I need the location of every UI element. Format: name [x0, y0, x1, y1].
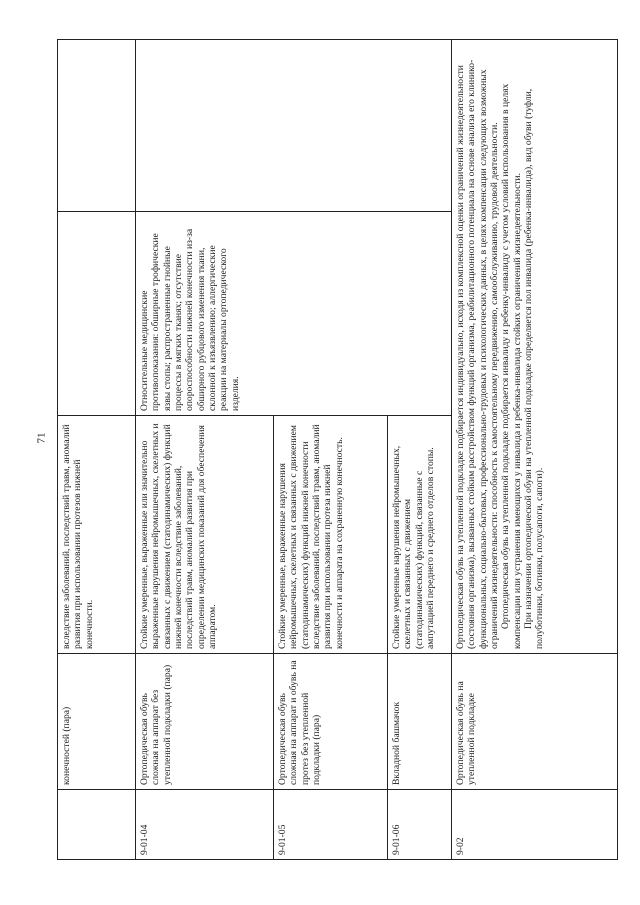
name-cell: Ортопедическая обувь на утепленной подкладке: [452, 654, 618, 790]
name-cell: Ортопедическая обувь сложная на аппарат и обувь на протез без утепленной подкладки (пара): [274, 654, 388, 790]
code-cell: 9-01-06: [388, 790, 452, 860]
code-cell: [58, 790, 136, 860]
description-cell: Стойкие умеренные, выраженные нарушения нейромышечных, скелетных и связанных с движением (статодинамических) функций нижней конечности вследствие заболеваний, последствий травм, аномалий развития при использовании протеза нижней конечности и аппарата на сохраненную конечность.: [274, 416, 388, 654]
description-cell: Стойкие умеренные нарушения нейромышечных, скелетных и связанных с движением (статодинамических) функций, связанные с ампутацией переднего и среднего отделов стопы.: [388, 416, 452, 654]
empty-cell: [58, 40, 136, 212]
contraindications-cell: [58, 212, 136, 416]
empty-cell: [136, 40, 452, 212]
description-paragraph: Ортопедическая обувь на утепленной подкладке подбирается инвалиду и ребенку-инвалиду с учетом условий использования в целях компенсации или устранения имеющихся у инвалида и ребенка-инвалида стойких ограничений жизнедеятельности.: [500, 83, 523, 649]
name-cell: конечностей (пара): [58, 654, 136, 790]
description-cell: вследствие заболеваний, последствий травм, аномалий развития при использовании протезов нижней конечности.: [58, 416, 136, 654]
code-cell: 9-02: [452, 790, 618, 860]
table-row: [136, 40, 274, 860]
rotated-page-content: [57, 40, 617, 860]
description-cell: Стойкие умеренные, выраженные или значительно выраженные нарушения нейромышечных, скелетных и связанных с движением (статодинамических) функций нижней конечности вследствие заболеваний, последствий травм, аномалий развития при определении медицинских показаний для обеспечения аппаратом.: [136, 416, 274, 654]
code-cell: 9-01-04: [136, 790, 274, 860]
description-paragraph: При назначении ортопедической обуви на утепленной подкладке определяется пол инвалида (ребенка-инвалида), вид обуви (туфли, полуботинки, ботинки, полусапоги, сапоги).: [522, 88, 546, 649]
name-cell: Ортопедическая обувь сложная на аппарат без утепленной подкладки (пара): [136, 654, 274, 790]
description-paragraph: Ортопедическая обувь на утепленной подкладке подбирается индивидуально, исходя из комплексной оценки ограничений жизнедеятельности (состояния организма), вызванных стойким расстройством функций организма, реабилитационного потенциала на основе анализа его клинико-функциональных, социально-бытовых, профессионально-трудовых и психологических данных, в целях компенсации следующих возможных ограничений жизнедеятельности: способность к самостоятельному передвижению, самообслуживанию, трудовой деятельности.: [455, 59, 500, 649]
name-cell: Вкладной башмачок: [388, 654, 452, 790]
orthopedic-shoes-table: [57, 39, 618, 860]
code-cell: 9-01-05: [274, 790, 388, 860]
merged-description-cell: [452, 40, 618, 654]
table-row: [58, 40, 136, 860]
table-row: [452, 40, 618, 860]
contraindications-cell: Относительные медицинские противопоказания: обширные трофические язвы стопы; распространенные гнойные процессы в мягких тканях; отсутствие опороспособности нижней конечности из-за обширного рубцового изменения ткани, склонной к изъязвлению; аллергические реакции на материалы ортопедического изделия.: [136, 212, 452, 416]
page-number: 71: [35, 432, 48, 444]
